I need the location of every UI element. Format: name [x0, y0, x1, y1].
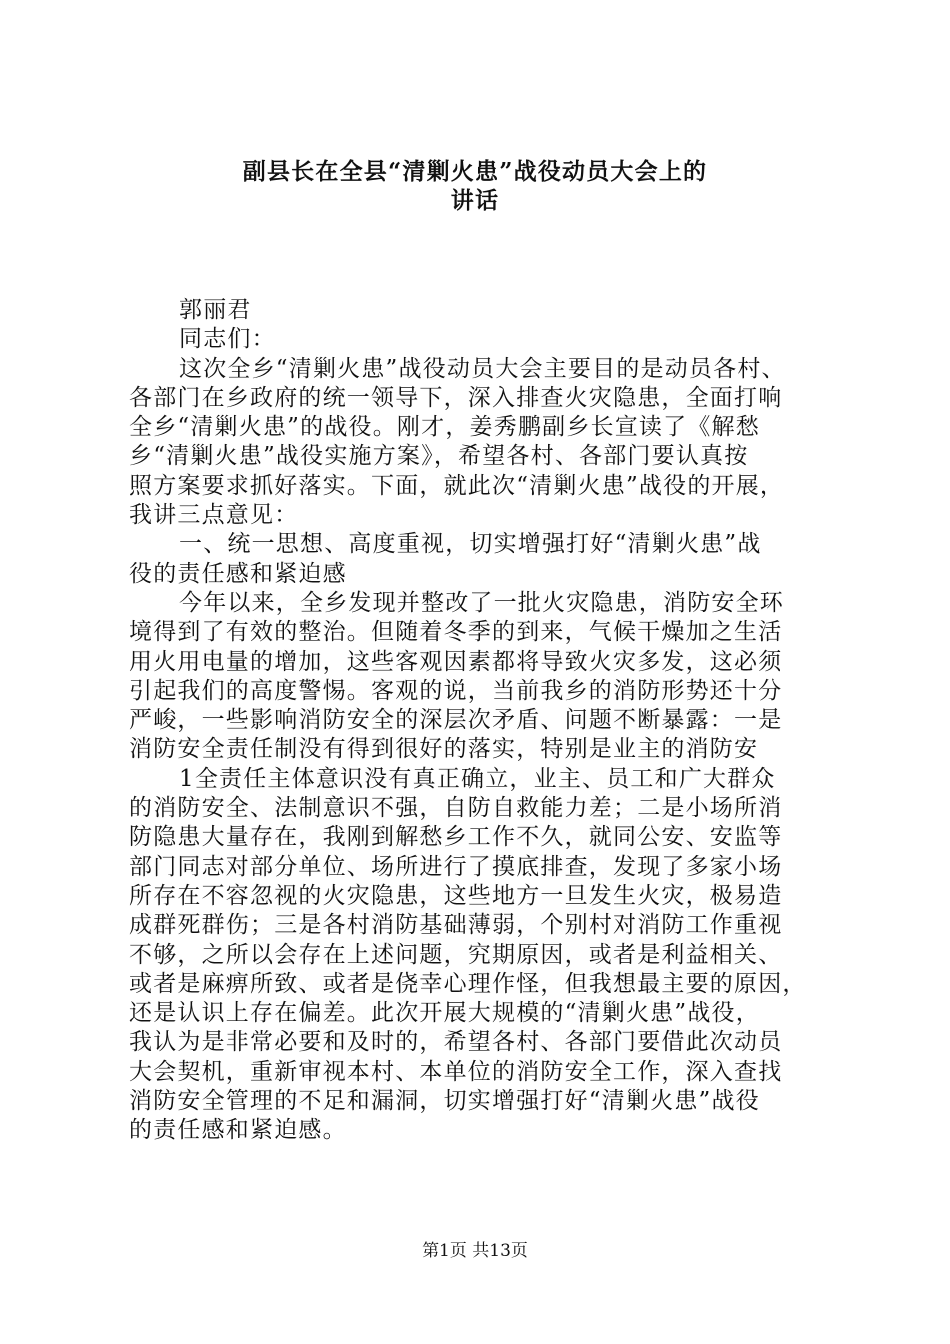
paragraph-line: 消防安全管理的不足和漏洞，切实增强打好“清剿火患”战役 — [129, 1088, 760, 1115]
paragraph-line: 各部门在乡政府的统一领导下，深入排查火灾隐患，全面打响 — [129, 384, 783, 411]
paragraph-line: 严峻，一些影响消防安全的深层次矛盾、问题不断暴露：一是 — [129, 707, 783, 734]
paragraph-line: 我认为是非常必要和及时的，希望各村、各部门要借此次动员 — [129, 1029, 783, 1056]
author-name: 郭丽君 — [179, 297, 252, 323]
paragraph-line: 成群死群伤；三是各村消防基础薄弱，个别村对消防工作重视 — [129, 912, 783, 939]
document-title — [100, 157, 850, 216]
paragraph-line: 所存在不容忽视的火灾隐患，这些地方一旦发生火灾，极易造 — [129, 882, 783, 909]
paragraph-line: 用火用电量的增加，这些客观因素都将导致火灾多发，这必须 — [129, 648, 783, 675]
paragraph-line: 部门同志对部分单位、场所进行了摸底排查，发现了多家小场 — [129, 853, 783, 880]
paragraph-line: 大会契机，重新审视本村、本单位的消防安全工作，深入查找 — [129, 1058, 783, 1085]
paragraph-line: 1全责任主体意识没有真正确立，业主、员工和广大群众 — [179, 765, 776, 792]
paragraph-line: 还是认识上存在偏差。此次开展大规模的“清剿火患”战役， — [129, 1000, 760, 1027]
salutation: 同志们： — [179, 326, 276, 353]
document-body — [129, 296, 834, 1146]
paragraph-line: 防隐患大量存在，我刚到解愁乡工作不久，就同公安、安监等 — [129, 824, 783, 851]
section-heading-line: 役的责任感和紧迫感 — [129, 560, 347, 587]
paragraph-line: 不够，之所以会存在上述问题，究期原因，或者是利益相关、 — [129, 941, 783, 968]
paragraph-line: 这次全乡“清剿火患”战役动员大会主要目的是动员各村、 — [179, 355, 786, 382]
paragraph-line: 消防安全责任制没有得到很好的落实，特别是业主的消防安 — [129, 736, 759, 763]
paragraph-line: 照方案要求抓好落实。下面，就此次“清剿火患”战役的开展， — [129, 472, 785, 499]
paragraph-line: 我讲三点意见： — [129, 502, 299, 529]
paragraph-line: 境得到了有效的整治。但随着冬季的到来，气候干燥加之生活 — [129, 619, 783, 646]
paragraph-line: 引起我们的高度警惕。客观的说，当前我乡的消防形势还十分 — [129, 677, 783, 704]
title-line: 副县长在全县“清剿火患”战役动员大会上的 — [242, 158, 708, 185]
paragraph-line: 或者是麻痹所致、或者是侥幸心理作怪，但我想最主要的原因， — [129, 970, 807, 997]
paragraph-line: 今年以来，全乡发现并整改了一批火灾隐患，消防安全环 — [179, 589, 784, 616]
page-footer: 第1页 共13页 — [422, 1241, 528, 1261]
section-heading-line: 一、统一思想、高度重视，切实增强打好“清剿火患”战 — [179, 531, 762, 558]
title-line: 讲话 — [450, 187, 500, 215]
paragraph-line: 全乡“清剿火患”的战役。刚才，姜秀鹏副乡长宣读了《解愁 — [129, 414, 760, 441]
paragraph-line: 乡“清剿火患”战役实施方案》，希望各村、各部门要认真按 — [129, 443, 749, 470]
paragraph-line: 的责任感和紧迫感。 — [129, 1117, 347, 1144]
paragraph-line: 的消防安全、法制意识不强，自防自救能力差；二是小场所消 — [129, 795, 783, 822]
